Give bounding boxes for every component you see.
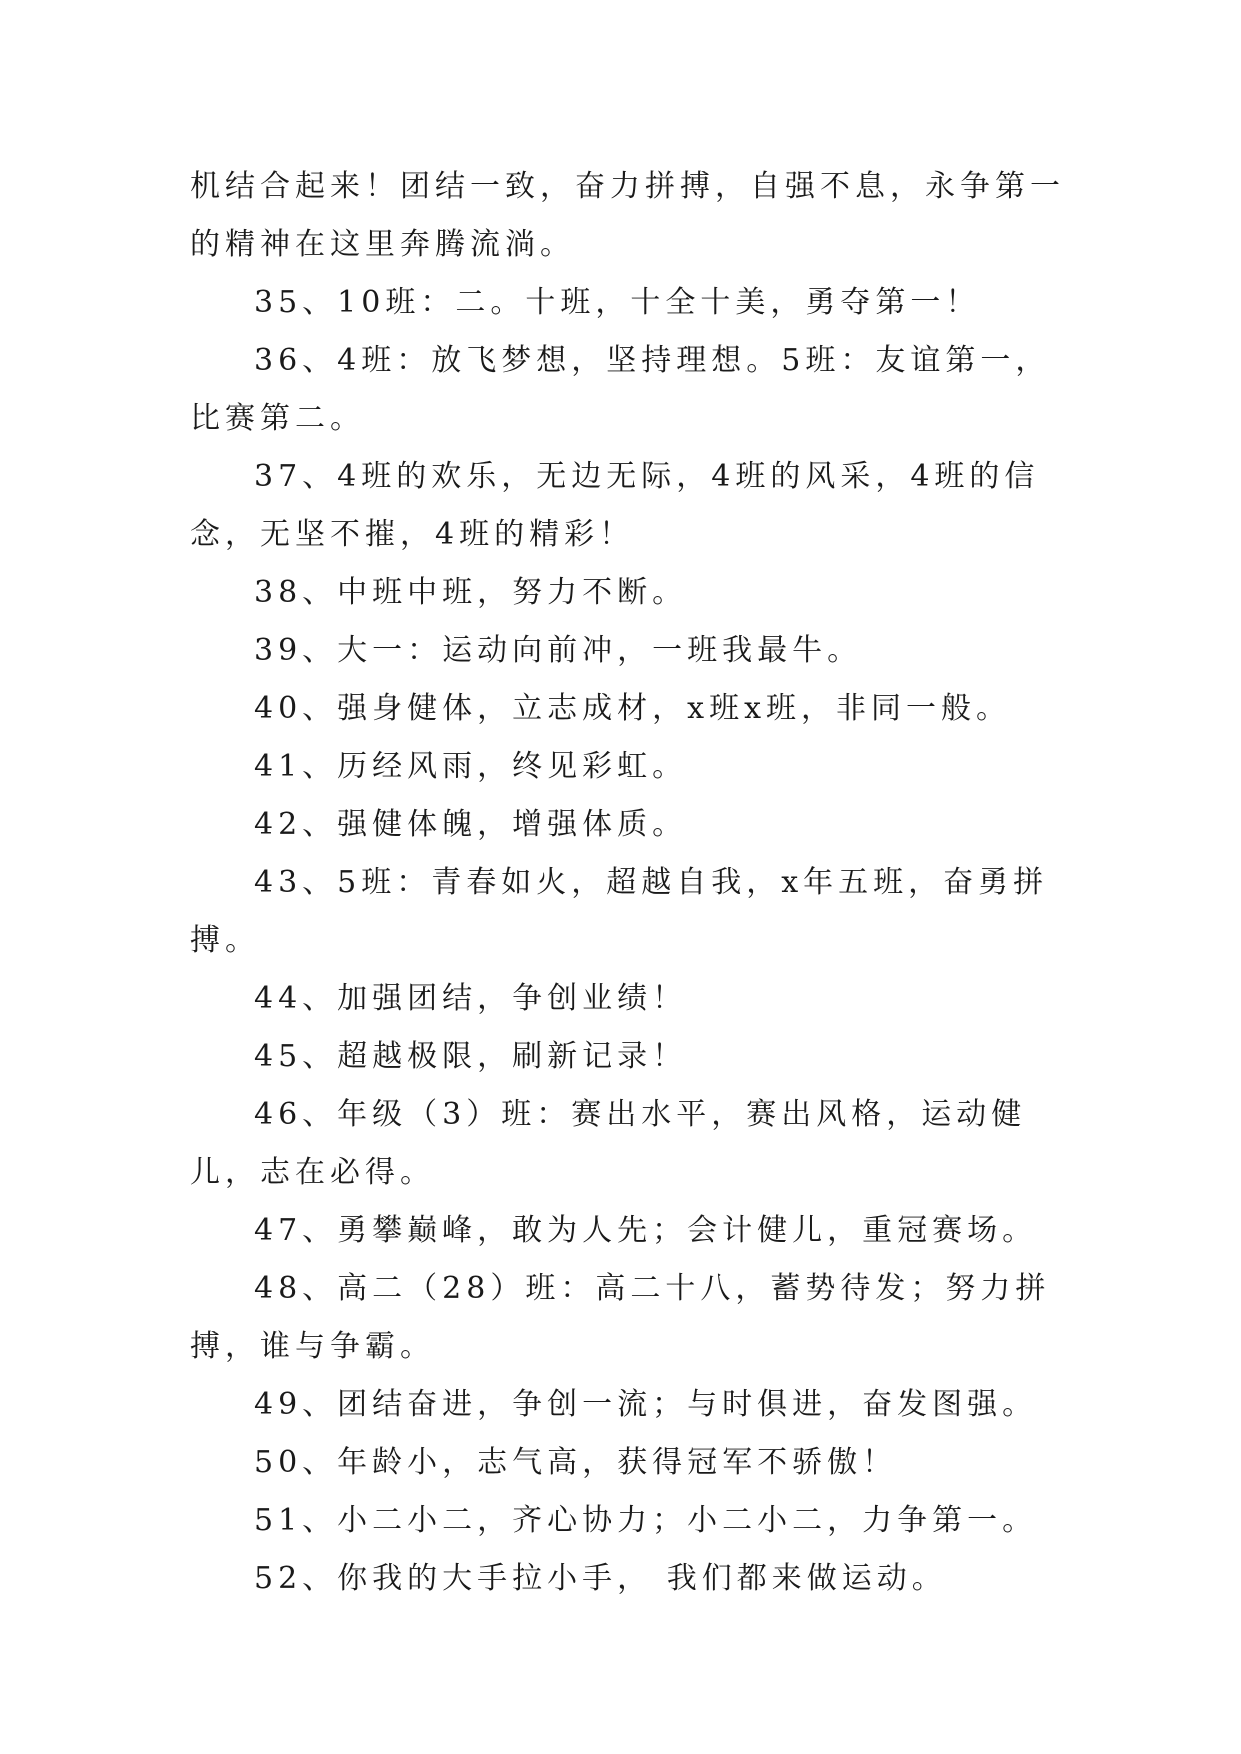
paragraph-38: 38、中班中班，努力不断。 bbox=[254, 575, 688, 610]
paragraph-35: 35、10班：二。十班，十全十美，勇夺第一！ bbox=[254, 285, 981, 320]
paragraph-40: 40、强身健体，立志成材，x班x班，非同一般。 bbox=[254, 691, 1012, 726]
paragraph-43: 43、5班：青春如火，超越自我，x年五班，奋勇拼搏。 bbox=[190, 865, 1049, 958]
paragraph-50: 50、年龄小，志气高，获得冠军不骄傲！ bbox=[254, 1445, 898, 1480]
paragraph-47: 47、勇攀巅峰，敢为人先；会计健儿，重冠赛场。 bbox=[254, 1213, 1038, 1248]
paragraph-36: 36、4班：放飞梦想，坚持理想。5班：友谊第一，比赛第二。 bbox=[190, 343, 1051, 436]
paragraph-37: 37、4班的欢乐，无边无际，4班的风采，4班的信念，无坚不摧，4班的精彩！ bbox=[190, 459, 1040, 552]
paragraph-39: 39、大一：运动向前冲，一班我最牛。 bbox=[254, 633, 863, 668]
paragraph-48: 48、高二（28）班：高二十八，蓄势待发；努力拼搏，谁与争霸。 bbox=[190, 1271, 1051, 1364]
paragraph-49: 49、团结奋进，争创一流；与时俱进，奋发图强。 bbox=[254, 1387, 1038, 1422]
paragraph-52: 52、你我的大手拉小手， 我们都来做运动。 bbox=[254, 1561, 947, 1596]
document-body bbox=[190, 158, 1070, 1608]
paragraph-46: 46、年级（3）班：赛出水平，赛出风格，运动健儿，志在必得。 bbox=[190, 1097, 1027, 1190]
paragraph-45: 45、超越极限，刷新记录！ bbox=[254, 1039, 688, 1074]
paragraph-44: 44、加强团结，争创业绩！ bbox=[254, 981, 688, 1016]
paragraph-42: 42、强健体魄，增强体质。 bbox=[254, 807, 688, 842]
paragraph-continuation: 机结合起来！团结一致，奋力拼搏，自强不息，永争第一的精神在这里奔腾流淌。 bbox=[190, 169, 1065, 262]
paragraph-41: 41、历经风雨，终见彩虹。 bbox=[254, 749, 688, 784]
paragraph-51: 51、小二小二，齐心协力；小二小二，力争第一。 bbox=[254, 1503, 1038, 1538]
